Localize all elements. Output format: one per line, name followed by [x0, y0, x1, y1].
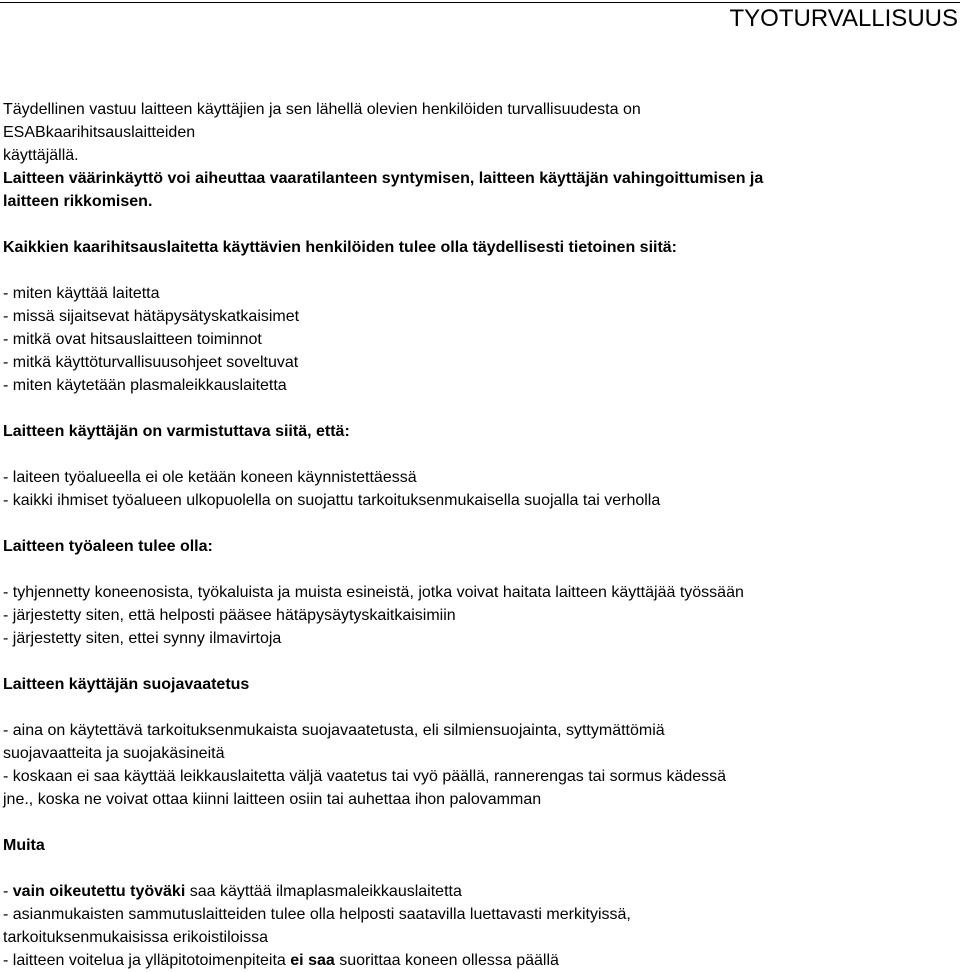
spacer: [3, 213, 953, 236]
warning-line: laitteen rikkomisen.: [3, 193, 153, 210]
item-prefix: -: [3, 883, 13, 900]
list-item: - järjestetty siten, että helposti pääsee hätäpysäytyskaitkaisimiin: [3, 607, 456, 624]
section-heading: Laitteen käyttäjän suojavaatetus: [3, 676, 250, 693]
list-item: [3, 880, 953, 903]
header-rule: [0, 2, 960, 3]
section-heading: Laitteen työaleen tulee olla:: [3, 538, 213, 555]
spacer: [3, 558, 953, 581]
item-text: saa käyttää ilmaplasmaleikkauslaitetta: [185, 883, 462, 900]
list-item: - laiteen työalueella ei ole ketään koneen käynnistettäessä: [3, 469, 417, 486]
list-item-continuation: tarkoituksenmukaisissa erikoistiloissa: [3, 929, 268, 946]
list-item: - asianmukaisten sammutuslaitteiden tulee olla helposti saatavilla luettavasti merkityissä,: [3, 906, 631, 923]
spacer: [3, 696, 953, 719]
item-text: suorittaa koneen ollessa päällä: [334, 952, 559, 969]
document-body: [3, 98, 953, 972]
page-title: TYOTURVALLISUUS: [729, 5, 958, 32]
spacer: [3, 811, 953, 834]
intro-section: [3, 98, 953, 213]
operator-check-section: [3, 420, 953, 512]
warning-line: Laitteen väärinkäyttö voi aiheuttaa vaaratilanteen syntymisen, laitteen käyttäjän vahingoittumisen ja: [3, 170, 764, 187]
section-heading: Kaikkien kaarihitsauslaitetta käyttävien henkilöiden tulee olla täydellisesti tietoinen siitä:: [3, 239, 678, 256]
section-heading: Laitteen käyttäjän on varmistuttava siitä, että:: [3, 423, 350, 440]
list-item: - mitkä käyttöturvallisuusohjeet soveltuvat: [3, 354, 299, 371]
spacer: [3, 857, 953, 880]
list-item: - koskaan ei saa käyttää leikkauslaitetta väljä vaatetus tai vyö päällä, rannerengas tai sormus kädessä: [3, 768, 727, 785]
list-item: [3, 949, 953, 972]
spacer: [3, 512, 953, 535]
spacer: [3, 650, 953, 673]
intro-line: käyttäjällä.: [3, 147, 79, 164]
list-item: - kaikki ihmiset työalueen ulkopuolella on suojattu tarkoituksenmukaisella suojalla tai verholla: [3, 492, 661, 509]
list-item: - miten käytetään plasmaleikkauslaitetta: [3, 377, 287, 394]
list-item: - tyhjennetty koneenosista, työkaluista ja muista esineistä, jotka voivat haitata laitteen käyttäjää työssään: [3, 584, 744, 601]
protective-gear-section: [3, 673, 953, 811]
other-section: [3, 834, 953, 972]
emphasis-text: vain oikeutettu työväki: [12, 883, 186, 900]
knowledge-section: [3, 236, 953, 397]
section-heading: Muita: [3, 837, 45, 854]
spacer: [3, 443, 953, 466]
list-item: - miten käyttää laitetta: [3, 285, 160, 302]
emphasis-text: ei saa: [290, 952, 335, 969]
spacer: [3, 259, 953, 282]
intro-line: ESABkaarihitsauslaitteiden: [3, 124, 196, 141]
list-item: - järjestetty siten, ettei synny ilmavirtoja: [3, 630, 282, 647]
spacer: [3, 397, 953, 420]
list-item-continuation: suojavaatteita ja suojakäsineitä: [3, 745, 225, 762]
item-text: - laitteen voitelua ja ylläpitotoimenpiteita: [3, 952, 291, 969]
list-item: - mitkä ovat hitsauslaitteen toiminnot: [3, 331, 262, 348]
list-item: - missä sijaitsevat hätäpysätyskatkaisimet: [3, 308, 300, 325]
page-header: [0, 0, 960, 38]
list-item-continuation: jne., koska ne voivat ottaa kiinni laitteen osiin tai auhettaa ihon palovamman: [3, 791, 542, 808]
list-item: - aina on käytettävä tarkoituksenmukaista suojavaatetusta, eli silmiensuojainta, syttymättömiä: [3, 722, 665, 739]
work-area-section: [3, 535, 953, 650]
intro-line: Täydellinen vastuu laitteen käyttäjien ja sen lähellä olevien henkilöiden turvallisuudesta on: [3, 101, 641, 118]
